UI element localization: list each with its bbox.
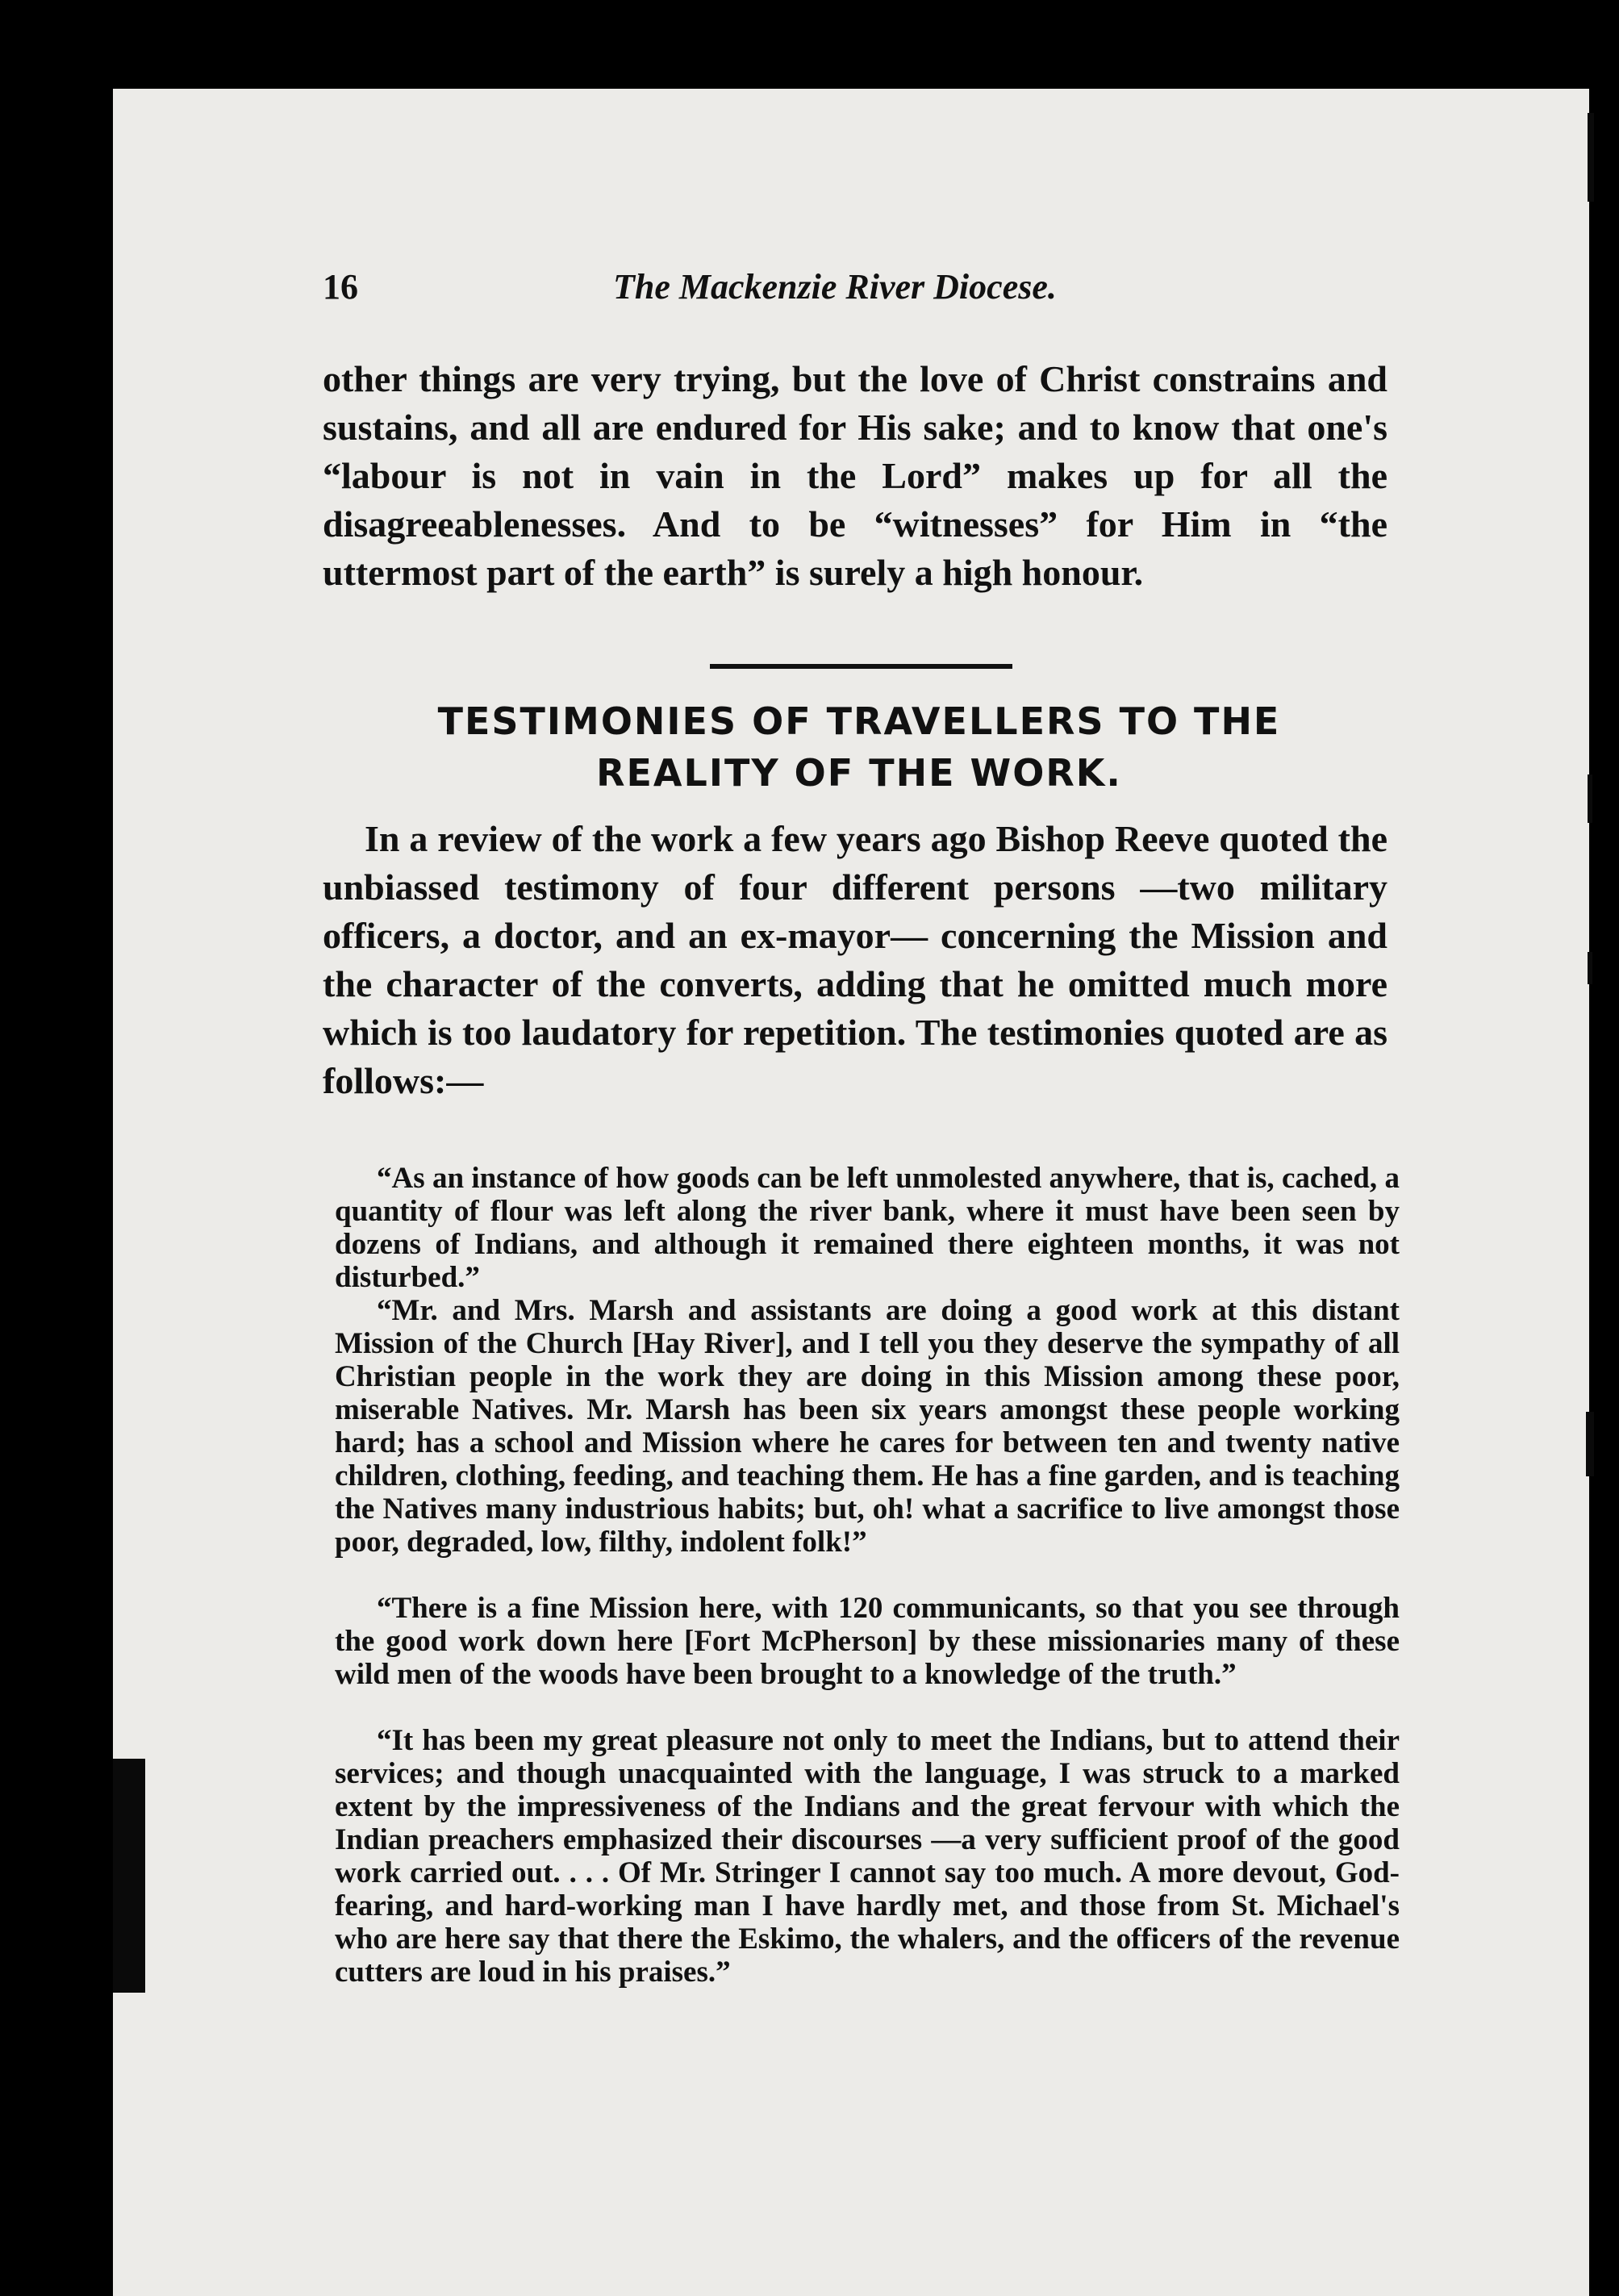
page-number: 16: [323, 267, 358, 307]
scan-edge-mark: [1586, 1412, 1594, 1476]
scan-edge-mark: [1588, 113, 1594, 202]
intro-paragraph: In a review of the work a few years ago Bishop Reeve quoted the unbiassed testimony of four different persons —two military officers, a doctor, and an ex-mayor— concerning the Mission and the character of the converts, adding that he omitted much more which is too laudatory for repetition. The testimonies quoted are as follows:—: [323, 818, 1387, 1101]
opening-paragraph: other things are very trying, but the love of Christ constrains and sustains, and all are endured for His sake; and to know that one's “labour is not in vain in the Lord” makes up for all the disagreeablenesses. And to be “witnesses” for Him in “the uttermost part of the earth” is surely a high honour.: [323, 358, 1387, 593]
section-divider: [710, 664, 1012, 669]
scan-edge-mark: [1588, 952, 1592, 984]
testimony-quote-1: “As an instance of how goods can be left unmolested anywhere, that is, cached, a quantity of flour was left along the river bank, where it must have been seen by dozens of Indians, and although it remained there eighteen months, it was not disturbed.”: [335, 1162, 1400, 1294]
testimony-quote-3: “There is a fine Mission here, with 120 communicants, so that you see through the good work down here [Fort McPherson] by these missionaries many of these wild men of the woods have been brought to a knowledge of the truth.”: [335, 1592, 1400, 1691]
page-header: [323, 266, 1404, 323]
scan-edge-mark: [1588, 774, 1592, 823]
testimony-quote-2: “Mr. and Mrs. Marsh and assistants are doing a good work at this distant Mission of the Church [Hay River], and I tell you they deserve the sympathy of all Christian people in the work they are doing in this Mission among these poor, miserable Natives. Mr. Marsh has been six years amongst these people working hard; has a school and Mission where he cares for between ten and twenty native children, clothing, feeding, and teaching them. He has a fine garden, and is teaching the Natives many industrious habits; but, oh! what a sacrifice to live amongst those poor, degraded, low, filthy, indolent folk!”: [335, 1294, 1400, 1559]
testimony-quote-4: “It has been my great pleasure not only to meet the Indians, but to attend their services; and though unacquainted with the language, I was struck to a marked extent by the impressiveness of the Indians and the great fervour with which the Indian preachers emphasized their discourses —a very sufficient proof of the good work carried out. . . . Of Mr. Stringer I cannot say too much. A more devout, God-fearing, and hard-working man I have hardly met, and those from St. Michael's who are here say that there the Eskimo, the whalers, and the officers of the revenue cutters are loud in his praises.”: [335, 1724, 1400, 1989]
section-heading: TESTIMONIES OF TRAVELLERS TO THE REALITY OF THE WORK.: [437, 699, 1281, 795]
scan-edge-mark: [113, 1759, 145, 1993]
running-title: The Mackenzie River Diocese.: [613, 267, 1057, 307]
